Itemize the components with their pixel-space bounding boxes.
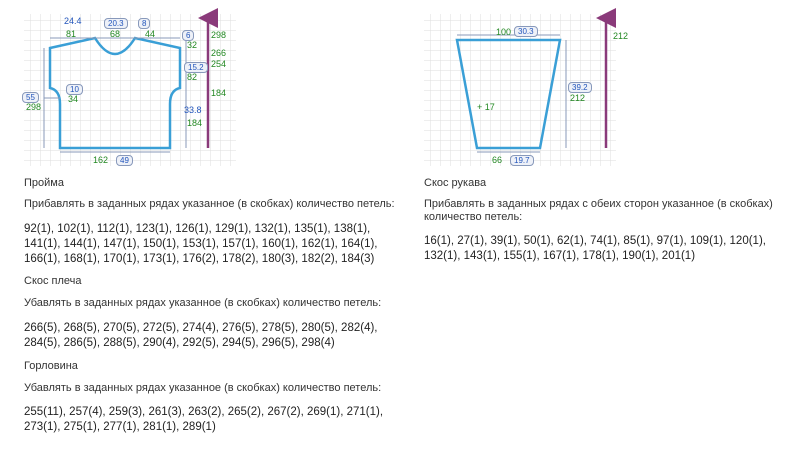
rows-266-label: 266 bbox=[211, 48, 227, 58]
sleeve-increase-label: + 17 bbox=[477, 102, 495, 112]
armhole-badge: 15.2 bbox=[184, 62, 208, 73]
bottom-width-stitches: 162 bbox=[93, 155, 109, 165]
armhole-values-line-1: 92(1), 102(1), 112(1), 123(1), 126(1), 129(1), 132(1), 135(1), 138(1), bbox=[24, 223, 371, 235]
body-diagram bbox=[0, 0, 240, 170]
left-side-stitches: 34 bbox=[68, 94, 79, 104]
armhole-description: Прибавлять в заданных рядах указанное (в скобках) количество петель: bbox=[24, 198, 395, 210]
total-length-badge: 55 bbox=[22, 92, 39, 103]
neck-width-stitches: 68 bbox=[110, 29, 121, 39]
neck-width-badge: 20.3 bbox=[104, 18, 128, 29]
side-height-rows: 184 bbox=[187, 118, 203, 128]
rows-298-label: 298 bbox=[211, 30, 227, 40]
sleeve-top-badge: 30.3 bbox=[514, 26, 538, 37]
shoulder-title: Скос плеча bbox=[24, 275, 82, 287]
neck-title: Горловина bbox=[24, 360, 78, 372]
neck-depth-badge: 8 bbox=[138, 18, 150, 29]
sleeve-diagram bbox=[420, 0, 629, 170]
side-height-label: 33.8 bbox=[184, 105, 202, 115]
shoulder-width-label: 24.4 bbox=[64, 16, 82, 26]
shoulder-drop-rows: 32 bbox=[187, 40, 198, 50]
sleeve-description-line-2: количество петель: bbox=[424, 211, 523, 223]
sleeve-description-line-1: Прибавлять в заданных рядах с обеих сторон указанное (в скобках) bbox=[424, 198, 773, 210]
sleeve-height-badge: 39.2 bbox=[568, 82, 592, 93]
sleeve-values-line-1: 16(1), 27(1), 39(1), 50(1), 62(1), 74(1), 85(1), 97(1), 109(1), 120(1), bbox=[424, 235, 766, 247]
bottom-width-badge: 49 bbox=[116, 155, 133, 166]
sleeve-bottom-stitches: 66 bbox=[492, 155, 503, 165]
total-length-rows: 298 bbox=[26, 102, 42, 112]
armhole-title: Пройма bbox=[24, 177, 64, 189]
shoulder-values-line-2: 284(5), 286(5), 288(5), 290(4), 292(5), 294(5), 296(5), 298(4) bbox=[24, 337, 335, 349]
neck-values-line-1: 255(11), 257(4), 259(3), 261(3), 263(2), 265(2), 267(2), 269(1), 271(1), bbox=[24, 406, 384, 418]
shoulder-description: Убавлять в заданных рядах указанное (в скобках) количество петель: bbox=[24, 297, 382, 309]
shoulder-width-stitches: 81 bbox=[66, 29, 77, 39]
rows-184-label: 184 bbox=[211, 88, 227, 98]
armhole-values-line-2: 141(1), 144(1), 147(1), 150(1), 153(1), 157(1), 160(1), 162(1), 164(1), bbox=[24, 238, 378, 250]
neck-values-line-2: 273(1), 275(1), 277(1), 281(1), 289(1) bbox=[24, 421, 216, 433]
sleeve-bottom-badge: 19.7 bbox=[510, 155, 534, 166]
sleeve-arrow-value: 212 bbox=[613, 31, 629, 41]
armhole-rows: 82 bbox=[187, 72, 198, 82]
neck-depth-stitches: 44 bbox=[145, 29, 156, 39]
sleeve-values-line-2: 132(1), 143(1), 155(1), 167(1), 178(1), 190(1), 201(1) bbox=[424, 250, 696, 262]
neck-description: Убавлять в заданных рядах указанное (в скобках) количество петель: bbox=[24, 382, 382, 394]
armhole-values-line-3: 166(1), 168(1), 170(1), 173(1), 176(2), 178(2), 180(3), 182(2), 184(3) bbox=[24, 253, 375, 265]
shoulder-values-line-1: 266(5), 268(5), 270(5), 272(5), 274(4), 276(5), 278(5), 280(5), 282(4), bbox=[24, 322, 378, 334]
sleeve-top-stitches: 100 bbox=[496, 27, 512, 37]
left-side-badge: 10 bbox=[66, 84, 83, 95]
shoulder-drop-badge: 6 bbox=[182, 30, 194, 41]
rows-254-label: 254 bbox=[211, 59, 227, 69]
sleeve-title: Скос рукава bbox=[424, 177, 487, 189]
sleeve-height-rows: 212 bbox=[570, 93, 586, 103]
